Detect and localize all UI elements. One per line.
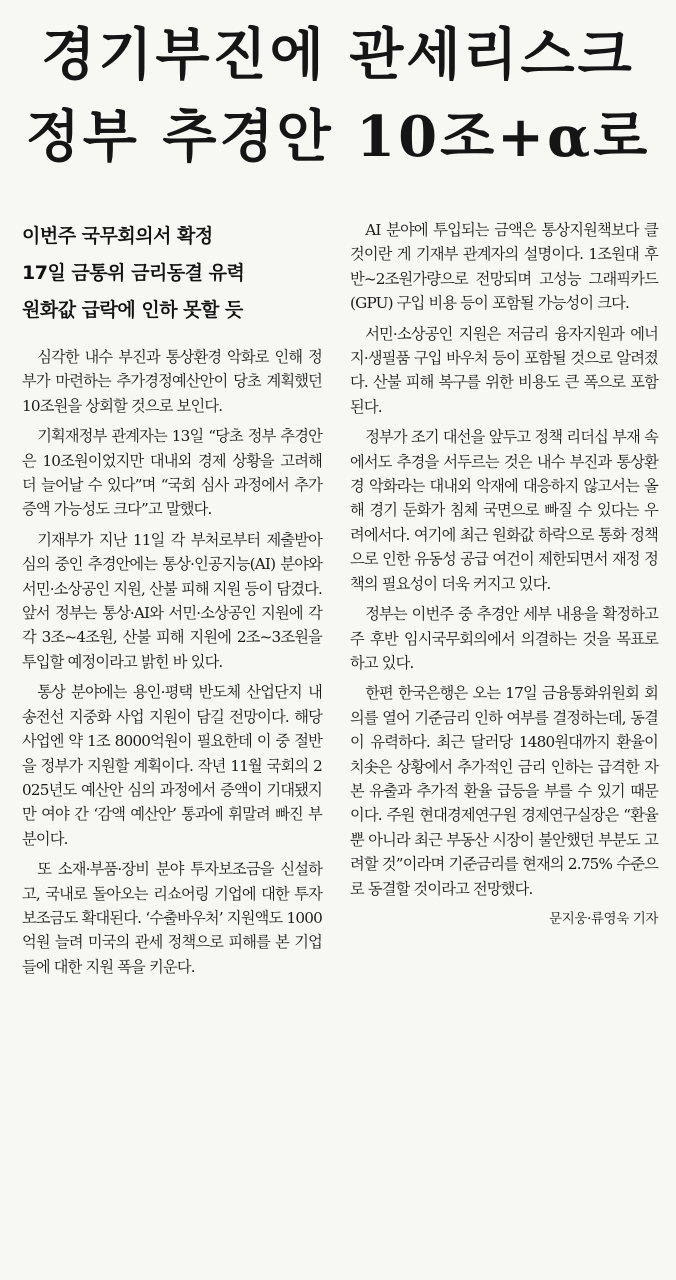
body-paragraph: AI 분야에 투입되는 금액은 통상지원책보다 클 것이란 게 기재부 관계자의 설명이다. 1조원대 후반~2조원가량으로 전망되며 고성능 그래픽카드(GPU) 구입 비용 등이 포함될 가능성이 크다. xyxy=(350,221,658,313)
subhead-1: 이번주 국무회의서 확정 xyxy=(22,225,213,247)
subhead-2: 17일 금통위 금리동결 유력 xyxy=(22,262,245,284)
body-paragraph: 정부가 조기 대선을 앞두고 정책 리더십 부재 속에서도 추경을 서두르는 것은 내수 부진과 통상환경 악화라는 대내외 악재에 대응하지 않고서는 올해 경기 둔화가 침체 국면으로 빠질 수 있다는 우려에서다. 여기에 최근 원화값 하락으로 통화 정책으로 인한 유동성 공급 여건이 제한되면서 재정 정책의 필요성이 더욱 커지고 있다. xyxy=(350,428,658,593)
body-paragraph: 기재부가 지난 11일 각 부처로부터 제출받아 심의 중인 추경안에는 통상·인공지능(AI) 분야와 서민·소상공인 지원, 산불 피해 지원 등이 담겼다. 앞서 정부는 통상·AI와 서민·소상공인 지원에 각각 3조~4조원, 산불 피해 지원에 2조~3조원을 투입할 예정이라고 밝힌 바 있다. xyxy=(22,530,322,671)
body-paragraph: 정부는 이번주 중 추경안 세부 내용을 확정하고 주 후반 임시국무회의에서 의결하는 것을 목표로 하고 있다. xyxy=(350,605,658,672)
body-paragraph: 통상 분야에는 용인·평택 반도체 산업단지 내 송전선 지중화 사업 지원이 담길 전망이다. 해당 사업엔 약 1조 8000억원이 필요한데 이 중 절반을 정부가 지원할 계획이다. 작년 11월 국회의 2025년도 예산안 심의 과정에서 증액이 기대됐지만 여야 간 ‘감액 예산안’ 통과에 휘말려 빠진 부분이다. xyxy=(22,683,322,848)
body-paragraph: 심각한 내수 부진과 통상환경 악화로 인해 정부가 마련하는 추가경정예산안이 당초 계획했던 10조원을 상회할 것으로 보인다. xyxy=(22,348,322,415)
body-paragraph: 서민·소상공인 지원은 저금리 융자지원과 에너지·생필품 구입 바우처 등이 포함될 것으로 알려졌다. 산불 피해 복구를 위한 비용도 큰 폭으로 포함된다. xyxy=(350,324,658,416)
headline-line-2: 정부 추경안 10조+α로 xyxy=(25,104,651,170)
headline-line-1: 경기부진에 관세리스크 xyxy=(41,22,635,88)
subheads xyxy=(22,218,322,329)
right-column xyxy=(350,218,658,931)
body-paragraph: 또 소재·부품·장비 분야 투자보조금을 신설하고, 국내로 돌아오는 리쇼어링 기업에 대한 투자보조금도 확대된다. ‘수출바우처’ 지원액도 1000억원 늘려 미국의 관세 정책으로 피해를 본 기업들에 대한 지원 폭을 키운다. xyxy=(22,860,322,976)
byline: 문지웅·류영욱 기자 xyxy=(549,910,658,927)
headline xyxy=(0,14,676,178)
subhead-3: 원화값 급락에 인하 못할 듯 xyxy=(22,299,243,321)
body-paragraph: 기획재정부 관계자는 13일 “당초 정부 추경안은 10조원이었지만 대내외 경제 상황을 고려해 더 늘어날 수 있다”며 “국회 심사 과정에서 추가 증액 가능성도 크다”고 말했다. xyxy=(22,427,322,519)
body-paragraph: 한편 한국은행은 오는 17일 금융통화위원회 회의를 열어 기준금리 인하 여부를 결정하는데, 동결이 유력하다. 최근 달러당 1480원대까지 환율이 치솟은 상황에서 추가적인 금리 인하는 급격한 자본 유출과 추가적 환율 급등을 부를 수 있기 때문이다. 주원 현대경제연구원 경제연구실장은 “환율뿐 아니라 최근 부동산 시장이 불안했던 부분도 고려할 것”이라며 기준금리를 현재의 2.75% 수준으로 동결할 것이라고 전망했다. xyxy=(350,684,658,898)
left-column xyxy=(22,218,322,985)
